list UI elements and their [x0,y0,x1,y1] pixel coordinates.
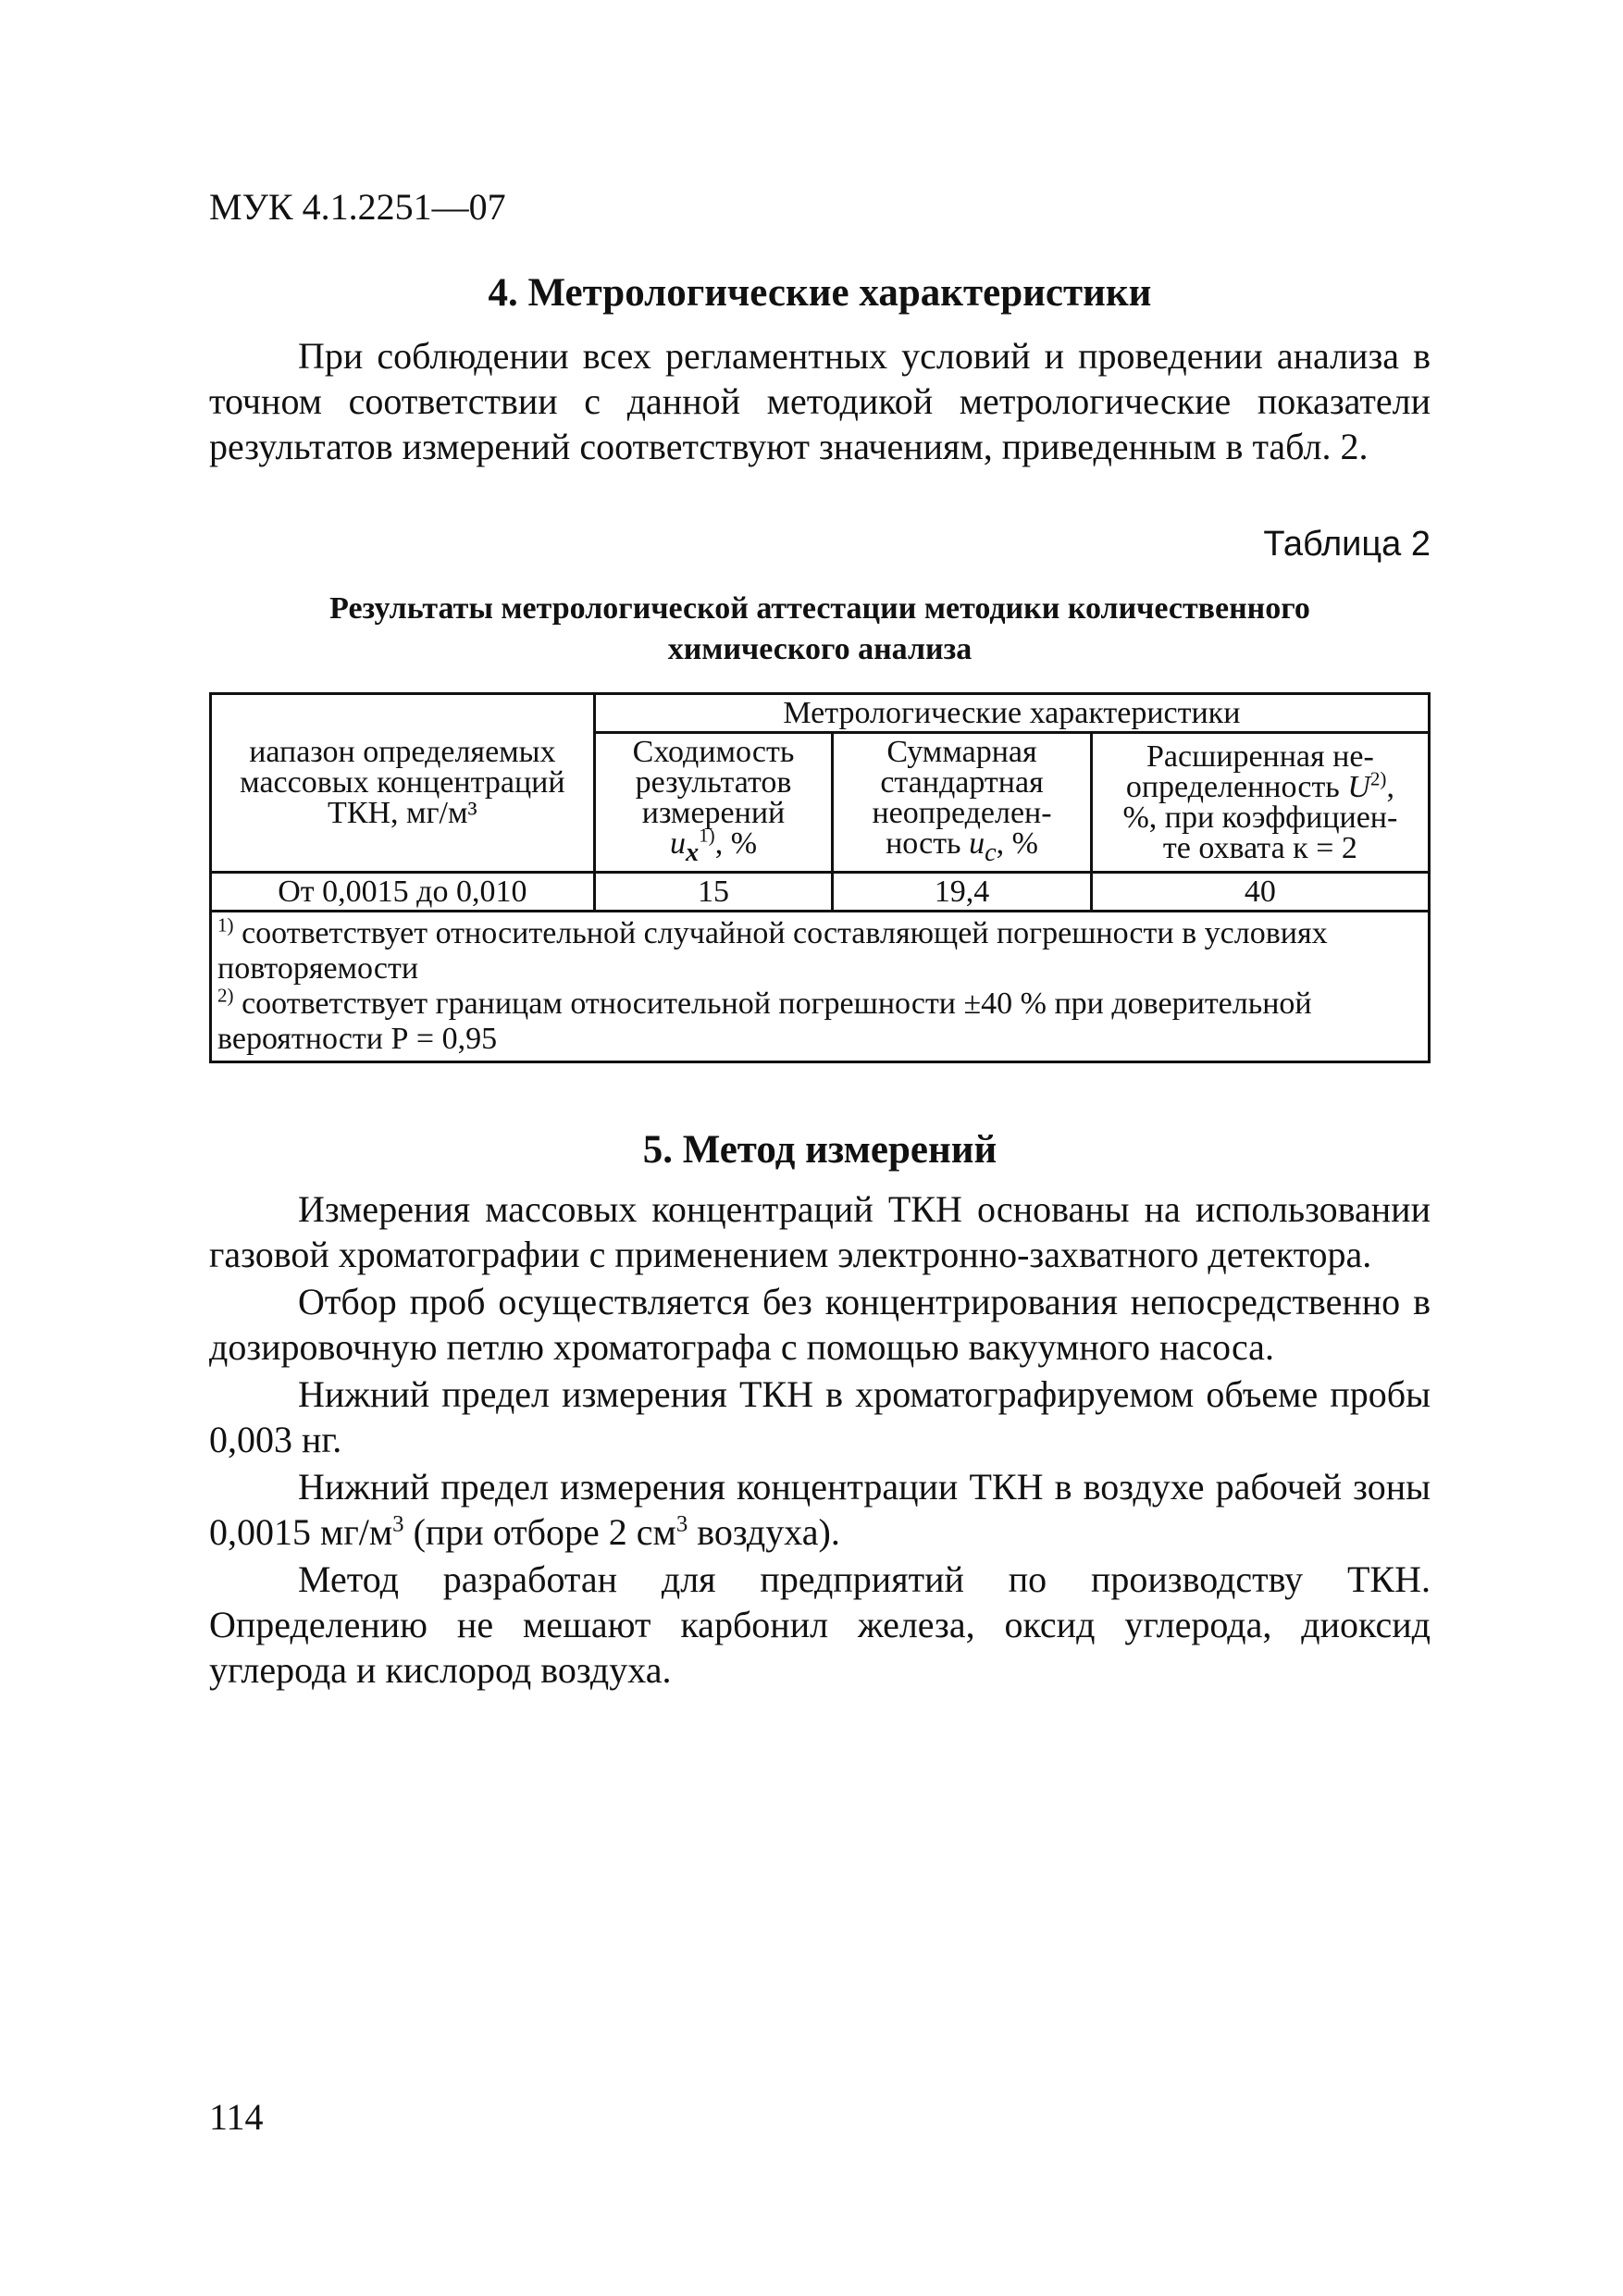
cell-expanded: 40 [1091,872,1429,911]
cell-range: От 0,0015 до 0,010 [211,872,595,911]
header-repeatability: Сходимость результатов измерений $u_x^{1)}$, % [594,733,833,873]
cell-repeatability: 15 [594,872,833,911]
section-4-title: 4. Метрологические характеристики [488,271,1152,315]
section-5-paragraph-4: Нижний предел измерения концентрации ТКН в воздухе рабочей зоны 0,0015 $мг/м^3$ (при отборе 2 $см^3$ воздуха). [209,1466,1431,1553]
section-5-paragraph-5: Метод разработан для предприятий по производству ТКН. Определению не мешают карбонил железа, оксид углерода, диоксид углерода и кислород воздуха. [209,1558,1431,1691]
table-number-label: Таблица 2 [1263,525,1431,564]
metrology-table [209,692,1431,1063]
page-number: 114 [209,2096,264,2138]
footnote-2: $^{2)}$ соответствует границам относительной погрешности ±40 % при доверительной вероятности Р = 0,95 [217,984,1312,1056]
cell-total: 19,4 [833,872,1092,911]
section-5-body [209,1186,1431,1694]
table-footnotes [211,911,1430,1061]
table-title [209,589,1431,670]
table-title-line-2: химического анализа [667,632,973,666]
footnote-1: $^{1)}$ соответствует относительной случайной составляющей погрешности в условиях повторяемости [217,913,1328,986]
header-concentration-range: иапазон определяемых массовых концентраций ТКН, мг/м³ [211,694,595,873]
header-expanded-uncertainty: Расширенная не- определенность $U^{2)}$, %, при коэффициен- те охвата к = 2 [1091,733,1429,873]
section-5-paragraph-1: Измерения массовых концентраций ТКН основаны на использовании газовой хроматографии с применением электронно-захватного детектора. [209,1188,1431,1275]
section-5-paragraph-3: Нижний предел измерения ТКН в хроматографируемом объеме пробы 0,003 нг. [209,1373,1431,1460]
section-5-paragraph-2: Отбор проб осуществляется без концентрирования непосредственно в дозировочную петлю хроматографа с помощью вакуумного насоса. [209,1281,1431,1368]
header-metrological-characteristics: Метрологические характеристики [594,694,1429,733]
section-5-title: 5. Метод измерений [642,1128,997,1172]
document-header: МУК 4.1.2251—07 [209,186,506,228]
header-total-uncertainty: Суммарная стандартная неопределен- ность $u_c$, % [833,733,1092,873]
table-title-line-1: Результаты метрологической аттестации методики количественного [329,591,1310,626]
table-row [211,872,1430,911]
section-4-paragraph: При соблюдении всех регламентных условий и проведении анализа в точном соответствии с данной методикой метрологические показатели результатов измерений соответствуют значениям, приведенным в табл. 2. [209,335,1431,467]
